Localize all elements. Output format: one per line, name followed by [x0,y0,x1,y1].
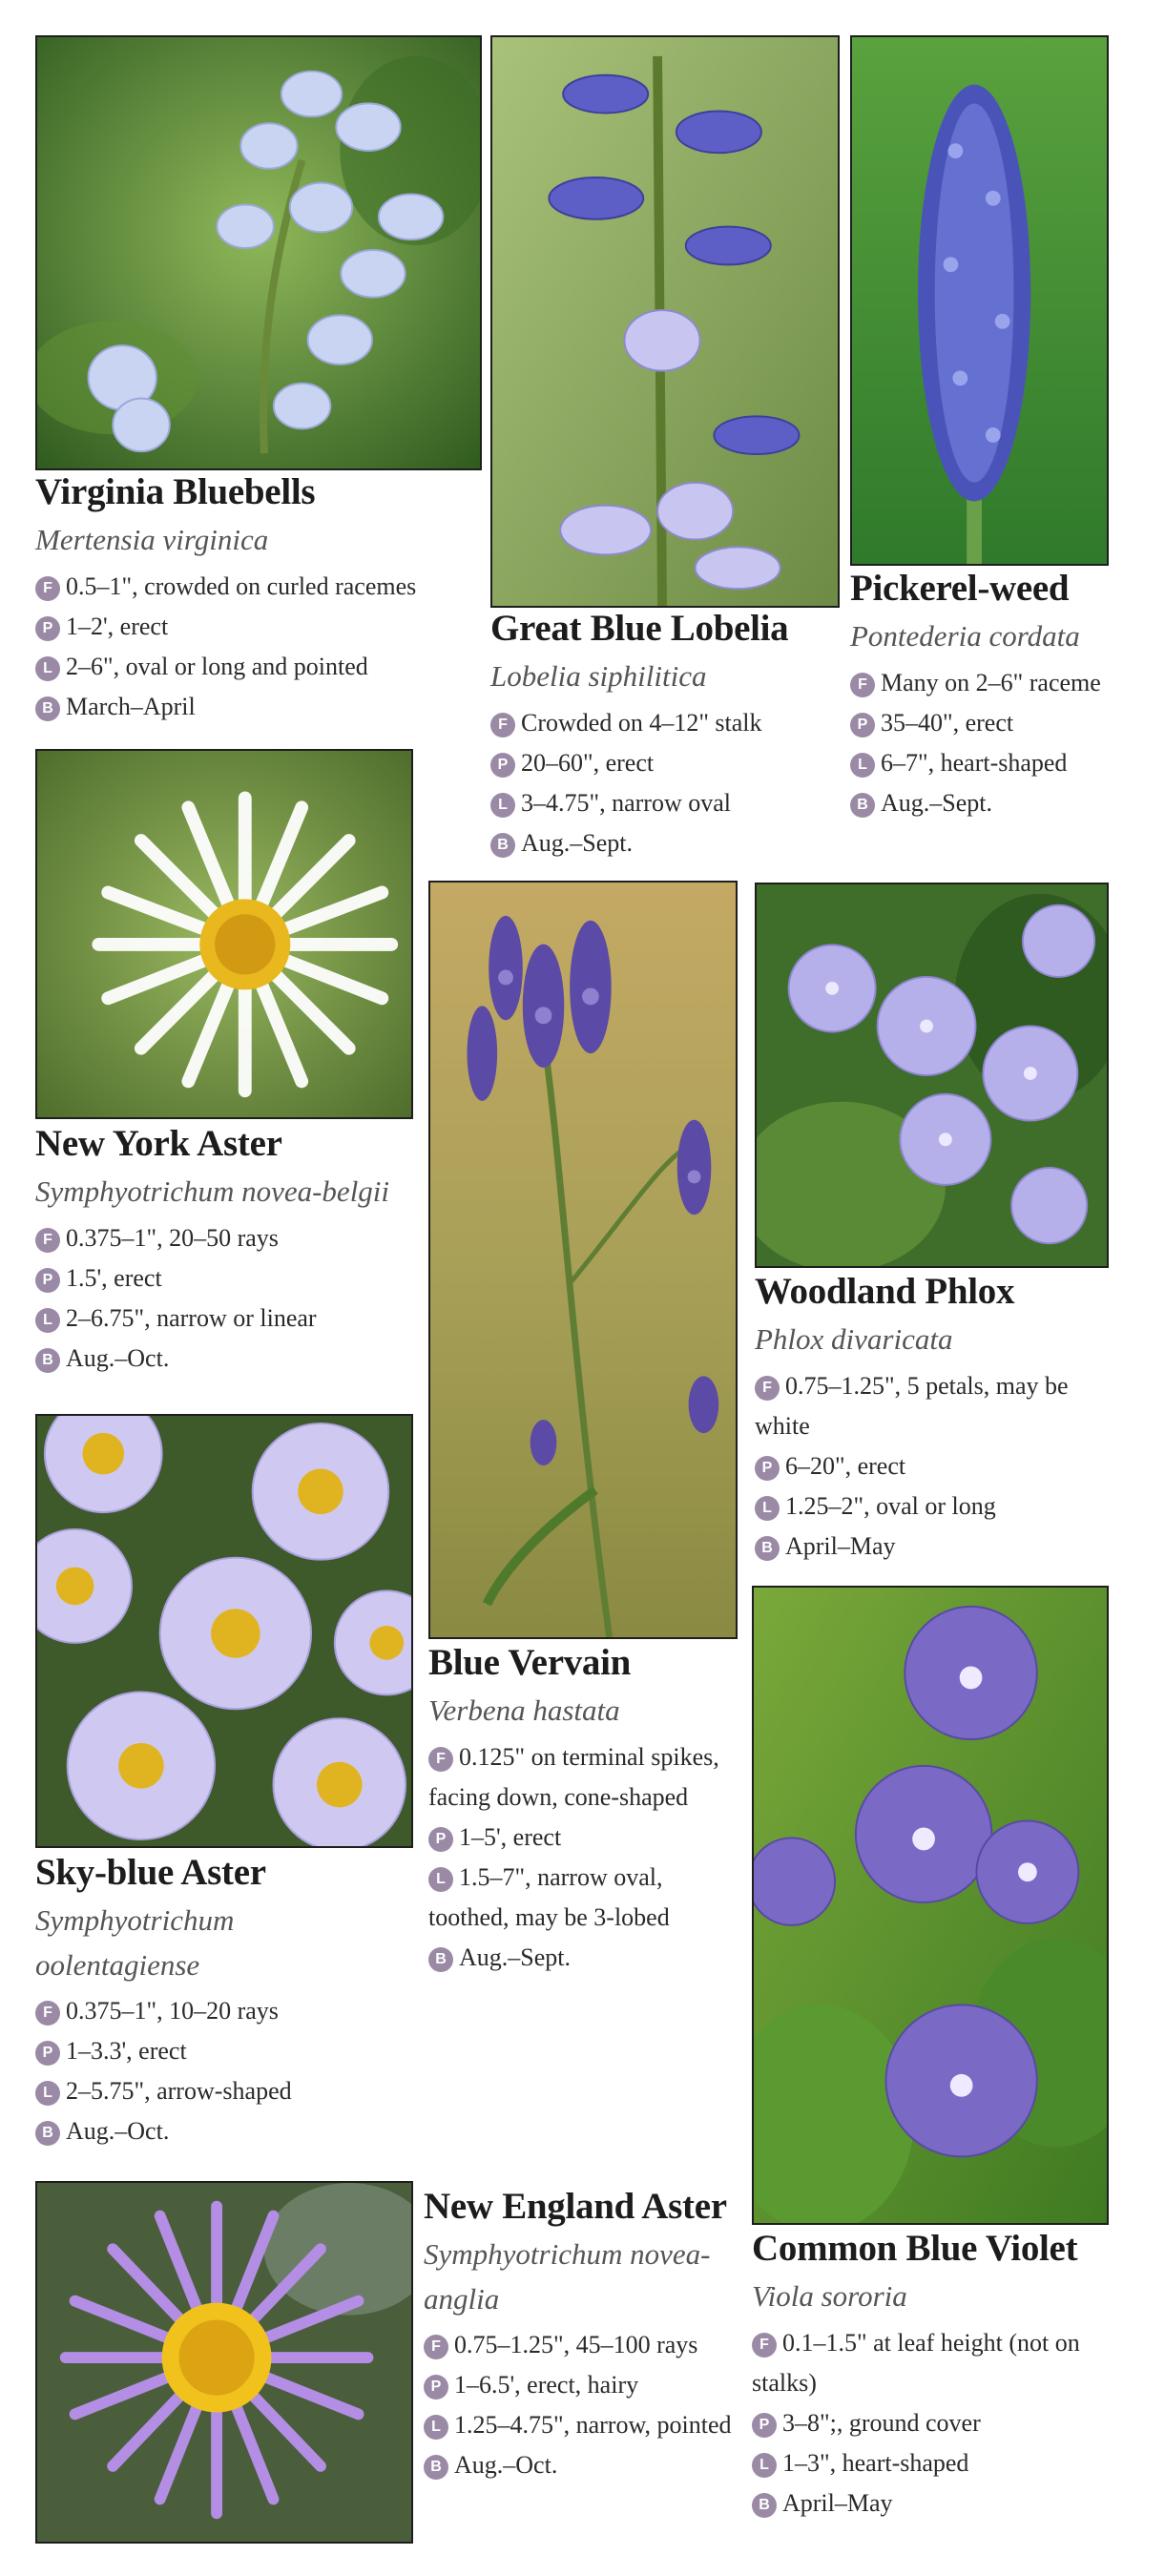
scientific-name: Symphyotrichum novea-belgii [35,1174,390,1209]
fact-plant [35,2031,379,2071]
photo-common-blue-violet [752,1586,1109,2225]
bloom-badge-icon: B [752,2493,777,2518]
bloom-badge-icon: B [35,1348,60,1373]
fact-text: 0.125" on terminal spikes, facing down, cone-shaped [428,1742,719,1811]
photo-new-york-aster [35,749,413,1119]
fact-text: 6–20", erect [785,1451,906,1480]
fact-leaf [490,783,843,823]
fact-flower [428,1737,734,1818]
leaf-badge-icon: L [35,1308,60,1333]
leaf-badge-icon: L [428,1867,453,1892]
common-name: Woodland Phlox [755,1271,1015,1312]
fact-text: April–May [785,1532,896,1561]
entry-blue-vervain [428,1643,734,1978]
fact-text: Many on 2–6" raceme [881,668,1101,696]
fact-bloom [35,687,484,727]
fact-bloom [755,1527,1108,1567]
fact-text: 0.75–1.25", 45–100 rays [454,2331,698,2359]
entry-great-blue-lobelia [490,609,843,863]
fact-text: March–April [66,692,196,720]
fact-plant [490,743,843,783]
fact-text: 0.5–1", crowded on curled racemes [66,571,417,600]
leaf-badge-icon: L [35,2081,60,2106]
entry-new-england-aster [424,2187,744,2486]
photo-woodland-phlox [755,883,1109,1268]
bloom-badge-icon: B [35,696,60,721]
scientific-name: Pontederia cordata [850,619,1080,654]
plant-badge-icon: P [755,1456,780,1481]
leaf-badge-icon: L [35,656,60,681]
leaf-badge-icon: L [752,2453,777,2478]
entry-new-york-aster [35,1124,417,1379]
fact-leaf [428,1858,734,1938]
fact-bloom [490,823,843,863]
fact-text: 1.5–7", narrow oval, toothed, may be 3-lobed [428,1862,670,1932]
fact-leaf [755,1486,1108,1527]
fact-text: 1–3", heart-shaped [782,2448,969,2477]
fact-flower [752,2323,1105,2403]
common-name: New York Aster [35,1123,282,1164]
fact-text: 1.25–2", oval or long [785,1491,996,1520]
plant-badge-icon: P [752,2413,777,2438]
fact-text: 0.75–1.25", 5 petals, may be white [755,1371,1069,1440]
fact-text: 0.1–1.5" at leaf height (not on stalks) [752,2328,1080,2397]
photo-sky-blue-aster [35,1414,413,1848]
flower-badge-icon: F [428,1747,453,1772]
common-name: Great Blue Lobelia [490,608,789,649]
fact-text: 1.5', erect [66,1263,162,1292]
fact-flower [850,663,1117,703]
fact-text: 1–6.5', erect, hairy [454,2371,639,2399]
fact-text: Crowded on 4–12" stalk [521,708,762,737]
bloom-badge-icon: B [428,1947,453,1972]
fact-text: Aug.–Sept. [459,1943,571,1972]
bloom-badge-icon: B [35,2121,60,2146]
fact-text: Aug.–Oct. [454,2451,558,2480]
common-name: Common Blue Violet [752,2228,1078,2269]
fact-plant [35,607,484,647]
fact-text: 1–5', erect [459,1822,562,1851]
fact-plant [424,2365,744,2405]
fact-text: 3–8";, ground cover [782,2408,981,2437]
bloom-badge-icon: B [490,833,515,858]
scientific-name: Symphyotrichum novea-anglia [424,2237,711,2316]
plant-badge-icon: P [35,1268,60,1293]
fact-flower [755,1366,1108,1446]
fact-text: 35–40", erect [881,708,1014,737]
photo-virginia-bluebells [35,35,482,470]
flower-badge-icon: F [850,673,875,697]
entry-sky-blue-aster [35,1853,379,2152]
flower-badge-icon: F [35,1228,60,1253]
fact-text: 2–6.75", narrow or linear [66,1303,317,1332]
fact-text: Aug.–Sept. [521,828,633,857]
scientific-name: Mertensia virginica [35,523,269,557]
fact-text: 6–7", heart-shaped [881,748,1068,777]
fact-bloom [850,783,1117,823]
common-name: Virginia Bluebells [35,471,316,512]
fact-flower [424,2325,744,2365]
common-name: Sky-blue Aster [35,1852,266,1893]
bloom-badge-icon: B [424,2455,448,2480]
entry-common-blue-violet [752,2229,1105,2524]
photo-great-blue-lobelia [490,35,840,608]
plant-badge-icon: P [428,1827,453,1852]
fact-leaf [35,647,484,687]
fact-text: 1–2', erect [66,612,169,640]
fact-leaf [424,2405,744,2445]
photo-blue-vervain [428,881,738,1639]
flower-badge-icon: F [490,713,515,737]
common-name: Blue Vervain [428,1642,632,1683]
scientific-name: Symphyotrichum oolentagiense [35,1903,235,1982]
bloom-badge-icon: B [755,1536,780,1561]
fact-leaf [35,2071,379,2111]
fact-bloom [35,1339,417,1379]
fact-plant [850,703,1117,743]
bloom-badge-icon: B [850,793,875,818]
leaf-badge-icon: L [850,753,875,778]
flower-badge-icon: F [752,2333,777,2358]
fact-flower [490,703,843,743]
entry-virginia-bluebells [35,472,484,727]
fact-plant [35,1258,417,1298]
entry-pickerel-weed [850,569,1117,823]
fact-bloom [424,2445,744,2485]
common-name: Pickerel-weed [850,568,1070,609]
entry-woodland-phlox [755,1272,1108,1567]
scientific-name: Phlox divaricata [755,1322,953,1357]
plant-badge-icon: P [35,2041,60,2066]
plant-badge-icon: P [850,713,875,737]
fact-flower [35,1218,417,1258]
common-name: New England Aster [424,2186,727,2227]
leaf-badge-icon: L [424,2415,448,2440]
flower-badge-icon: F [755,1376,780,1401]
plant-badge-icon: P [490,753,515,778]
fact-leaf [35,1298,417,1339]
fact-plant [752,2403,1105,2443]
leaf-badge-icon: L [490,793,515,818]
scientific-name: Verbena hastata [428,1693,620,1728]
fact-text: 0.375–1", 10–20 rays [66,1997,279,2025]
fact-text: 20–60", erect [521,748,655,777]
fact-text: 1–3.3', erect [66,2037,187,2066]
fact-text: Aug.–Oct. [66,1343,170,1372]
fact-plant [428,1818,734,1858]
plant-badge-icon: P [35,616,60,641]
leaf-badge-icon: L [755,1496,780,1521]
flower-badge-icon: F [35,2001,60,2025]
flower-badge-icon: F [35,576,60,601]
fact-leaf [850,743,1117,783]
fact-text: 2–5.75", arrow-shaped [66,2077,292,2106]
fact-bloom [752,2483,1105,2524]
fact-flower [35,567,484,607]
scientific-name: Lobelia siphilitica [490,659,707,694]
fact-bloom [428,1938,734,1978]
fact-bloom [35,2111,379,2151]
fact-flower [35,1991,379,2031]
fact-text: April–May [782,2489,893,2518]
fact-text: 3–4.75", narrow oval [521,788,732,817]
fact-text: 0.375–1", 20–50 rays [66,1223,279,1252]
fact-text: 2–6", oval or long and pointed [66,652,368,680]
scientific-name: Viola sororia [752,2279,907,2314]
fact-text: Aug.–Oct. [66,2117,170,2146]
flower-badge-icon: F [424,2335,448,2359]
plant-badge-icon: P [424,2375,448,2399]
photo-new-england-aster [35,2181,413,2544]
fact-text: 1.25–4.75", narrow, pointed [454,2411,732,2440]
photo-pickerel-weed [850,35,1109,566]
fact-leaf [752,2443,1105,2483]
fact-plant [755,1446,1108,1486]
fact-text: Aug.–Sept. [881,788,992,817]
